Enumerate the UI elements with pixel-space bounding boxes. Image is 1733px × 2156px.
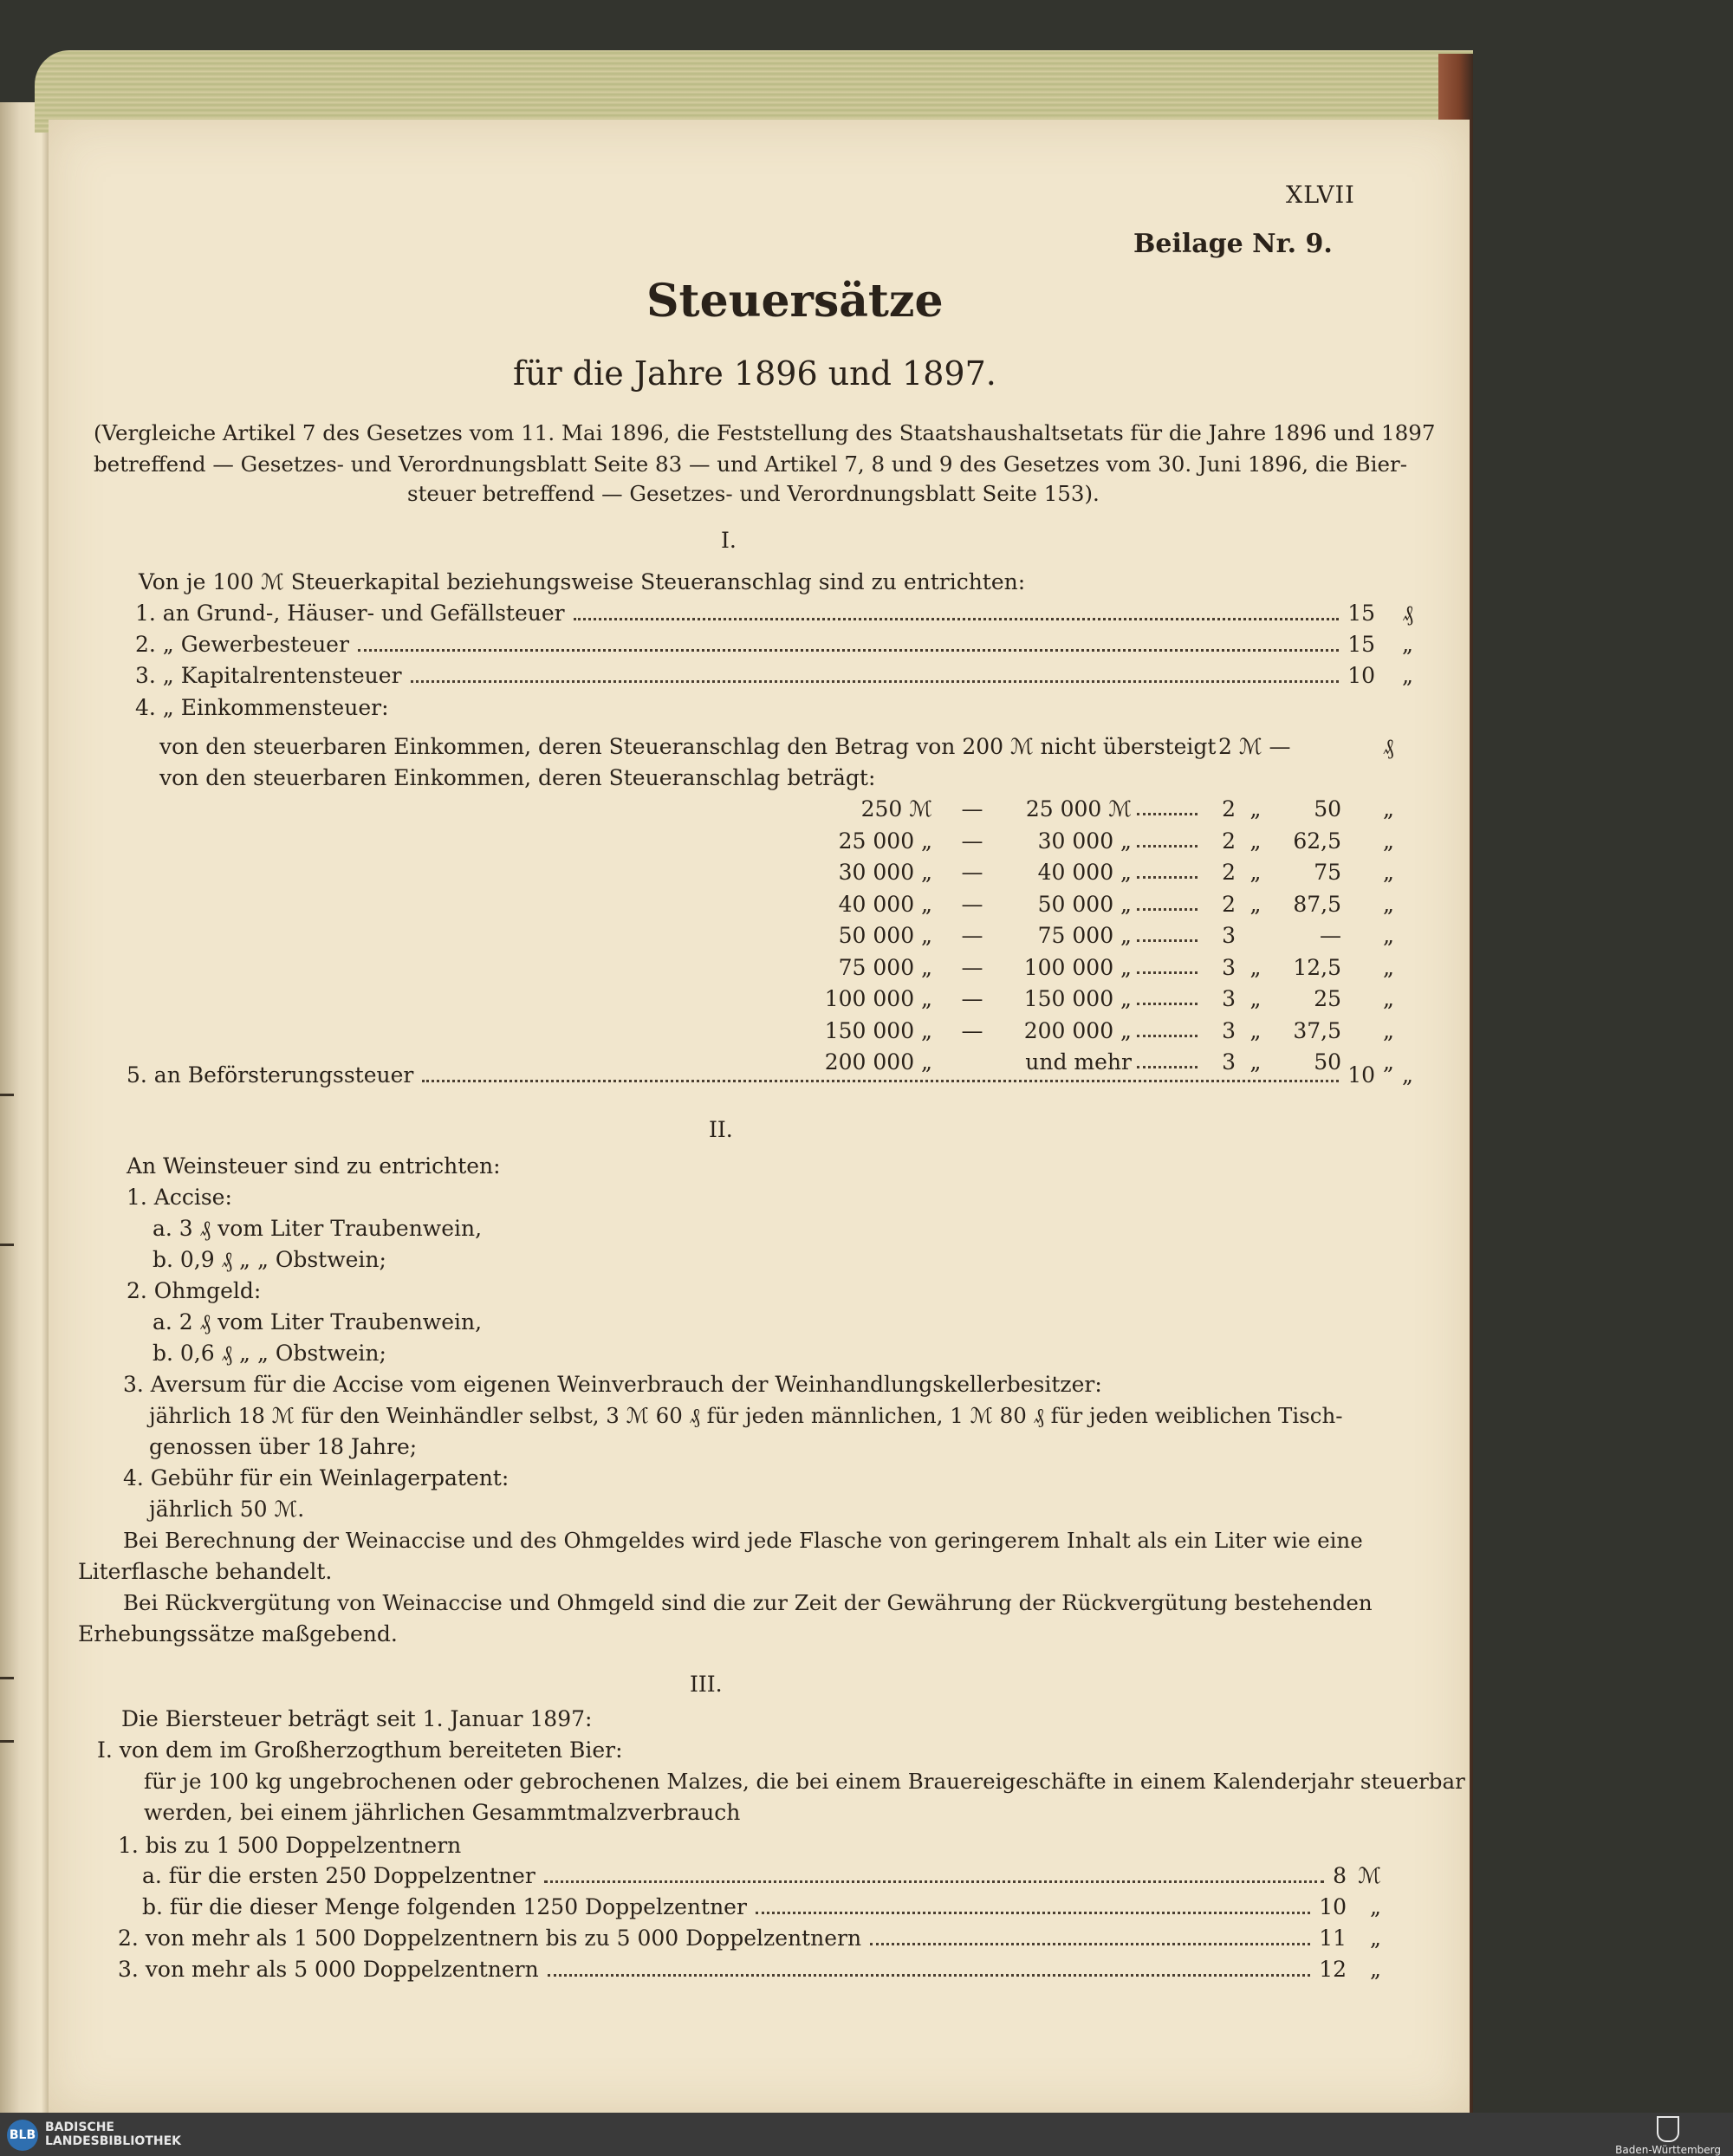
text-line: Bei Berechnung der Weinaccise und des Ohmgeldes wird jede Flasche von geringerem Inhalt als ein Liter wie eine [123,1528,1363,1553]
appendix-label: Beilage Nr. 9. [1133,229,1333,259]
bracket-m: 2 [1222,892,1236,917]
bracket-to: 75 000 „ [1037,923,1132,948]
margin-mark [0,1677,14,1679]
bracket-pf: 12,5 [1293,955,1341,980]
bracket-unit: „ [1383,955,1394,980]
bracket-from: 250 ℳ [860,796,932,821]
bracket-to: und mehr [1025,1049,1132,1075]
bracket-to: 200 000 „ [1023,1018,1132,1043]
text-line: I. von dem im Großherzogthum bereiteten Bier: [97,1737,623,1763]
bracket-m: 2 [1222,860,1236,885]
bracket-to: 150 000 „ [1023,986,1132,1011]
bracket-to: 50 000 „ [1037,892,1132,917]
page-number: XLVII [1286,182,1355,209]
bracket-to: 25 000 ℳ [1025,796,1132,821]
beer-tax-row: a. für die ersten 250 Doppelzentner 8 ℳ [142,1863,1381,1888]
text-line: genossen über 18 Jahre; [149,1434,418,1459]
text-line: für je 100 kg ungebrochenen oder gebrochenen Malzes, die bei einem Brauereigeschäfte in einem Kalenderjahr steuerbar [144,1769,1465,1794]
bracket-unit: „ [1383,1049,1394,1075]
bracket-m: 3 [1222,1049,1236,1075]
section-heading: III. [690,1672,723,1697]
text-line: 1. Accise: [127,1185,232,1210]
leader-dots [1137,1035,1198,1037]
bracket-from: 200 000 „ [824,1049,932,1075]
text-line: Erhebungssätze maßgebend. [78,1621,398,1646]
bracket-q: „ [1249,955,1262,980]
text-line: jährlich 18 ℳ für den Weinhändler selbst, 3 ℳ 60 ₰ für jeden männlichen, 1 ℳ 80 ₰ für jeden weiblichen Tisch- [149,1403,1343,1428]
tax-rate-row: 5. an Beförsterungssteuer 10 „ [127,1062,1413,1088]
bracket-unit: „ [1383,1018,1394,1043]
bracket-m: 2 [1222,796,1236,821]
bracket-unit: „ [1383,860,1394,885]
leader-dots [1137,813,1198,815]
bracket-from: 50 000 „ [838,923,932,948]
margin-mark [0,1094,14,1096]
page-subtitle: für die Jahre 1896 und 1897. [513,354,996,393]
income-line-unit: ₰ [1383,734,1394,759]
text-line: b. 0,6 ₰ „ „ Obstwein; [153,1341,386,1366]
bracket-from: 30 000 „ [838,860,932,885]
bracket-m: 3 [1222,1018,1236,1043]
text-line: Literflasche behandelt. [78,1559,333,1584]
text-line: a. 2 ₰ vom Liter Traubenwein, [153,1309,483,1335]
income-line: von den steuerbaren Einkommen, deren Steueranschlag den Betrag von 200 ℳ nicht übersteigt [159,734,1217,759]
income-line-value: 2 ℳ — [1218,734,1291,759]
bracket-q: „ [1249,796,1262,821]
section-lead: Von je 100 ℳ Steuerkapital beziehungsweise Steueranschlag sind zu entrichten: [139,569,1026,594]
beer-tax-row: b. für die dieser Menge folgenden 1250 Doppelzentner 10 „ [142,1894,1381,1919]
bracket-pf: 50 [1314,796,1341,821]
bracket-pf: 50 [1314,1049,1341,1075]
text-line: 4. Gebühr für ein Weinlagerpatent: [123,1465,510,1490]
beer-tax-row: 3. von mehr als 5 000 Doppelzentnern 12 „ [118,1957,1381,1982]
bracket-q: „ [1249,1049,1262,1075]
margin-mark [0,1740,14,1743]
bracket-pf: 37,5 [1293,1018,1341,1043]
state-logo: Baden-Württemberg [1615,2116,1721,2156]
bracket-dash: — [961,986,983,1011]
blb-logo: BLB [7,2120,38,2151]
bracket-q: „ [1249,986,1262,1011]
section-lead: Die Biersteuer beträgt seit 1. Januar 1897: [121,1706,593,1731]
bracket-pf: 25 [1314,986,1341,1011]
text-line: 2. Ohmgeld: [127,1278,262,1303]
beer-tax-row: 2. von mehr als 1 500 Doppelzentnern bis zu 5 000 Doppelzentnern 11 „ [118,1925,1381,1951]
bracket-m: 3 [1222,923,1236,948]
bracket-pf: 62,5 [1293,828,1341,854]
bracket-from: 40 000 „ [838,892,932,917]
leader-dots [1137,939,1198,942]
text-line: werden, bei einem jährlichen Gesammtmalzverbrauch [144,1800,741,1825]
bracket-q: „ [1249,860,1262,885]
bracket-dash: — [961,923,983,948]
section-heading: II. [709,1117,733,1142]
leader-dots [1137,971,1198,974]
leader-dots [1137,908,1198,911]
library-name: BADISCHE LANDESBIBLIOTHEK [45,2120,182,2148]
bracket-dash: — [961,860,983,885]
bracket-from: 100 000 „ [824,986,932,1011]
left-page-edge [0,102,49,2113]
bracket-dash: — [961,1018,983,1043]
bracket-unit: „ [1383,892,1394,917]
bracket-to: 30 000 „ [1037,828,1132,854]
text-line: Bei Rückvergütung von Weinaccise und Ohmgeld sind die zur Zeit der Gewährung der Rückvergütung bestehenden [123,1590,1373,1615]
text-line: 1. bis zu 1 500 Doppelzentnern [118,1833,462,1858]
bracket-q: „ [1249,828,1262,854]
income-tax-label: 4. „ Einkommensteuer: [135,695,389,720]
text-line: a. 3 ₰ vom Liter Traubenwein, [153,1216,483,1241]
crest-icon [1657,2116,1679,2142]
bracket-unit: „ [1383,828,1394,854]
bracket-unit: „ [1383,923,1394,948]
bracket-q: „ [1249,1018,1262,1043]
viewer-footer [0,2113,1733,2156]
bracket-m: 2 [1222,828,1236,854]
bracket-q: „ [1249,892,1262,917]
bracket-dash: — [961,796,983,821]
tax-rate-row: 3. „ Kapitalrentensteuer 10 „ [135,663,1413,688]
income-line: von den steuerbaren Einkommen, deren Steueranschlag beträgt: [159,765,876,790]
leader-dots [1137,1003,1198,1005]
bracket-dash: — [961,892,983,917]
intro-line: steuer betreffend — Gesetzes- und Verordnungsblatt Seite 153). [407,481,1100,506]
bracket-unit: „ [1383,796,1394,821]
bracket-pf: — [1320,923,1341,948]
bracket-dash: — [961,828,983,854]
leader-dots [1137,845,1198,847]
document-page [49,120,1470,2113]
intro-line: (Vergleiche Artikel 7 des Gesetzes vom 11. Mai 1896, die Feststellung des Staatshaushaltsetats für die Jahre 1896 und 1897 [94,420,1436,445]
bracket-to: 100 000 „ [1023,955,1132,980]
text-line: b. 0,9 ₰ „ „ Obstwein; [153,1247,386,1272]
section-lead: An Weinsteuer sind zu entrichten: [127,1153,501,1179]
intro-line: betreffend — Gesetzes- und Verordnungsblatt Seite 83 — und Artikel 7, 8 und 9 des Gesetzes vom 30. Juni 1896, die Bier- [94,451,1407,477]
bracket-from: 75 000 „ [838,955,932,980]
bracket-pf: 87,5 [1293,892,1341,917]
margin-mark [0,1244,14,1246]
leader-dots [1137,876,1198,879]
page-title: Steuersätze [646,275,944,328]
bracket-to: 40 000 „ [1037,860,1132,885]
tax-rate-row: 2. „ Gewerbesteuer 15 „ [135,632,1413,657]
bracket-dash: — [961,955,983,980]
bracket-unit: „ [1383,986,1394,1011]
bracket-pf: 75 [1314,860,1341,885]
section-heading: I. [721,528,737,553]
tax-rate-row: 1. an Grund-, Häuser- und Gefällsteuer 15 ₰ [135,601,1413,626]
bracket-m: 3 [1222,986,1236,1011]
text-line: 3. Aversum für die Accise vom eigenen Weinverbrauch der Weinhandlungskellerbesitzer: [123,1372,1102,1397]
bracket-from: 150 000 „ [824,1018,932,1043]
bracket-m: 3 [1222,955,1236,980]
bracket-from: 25 000 „ [838,828,932,854]
text-line: jährlich 50 ℳ. [149,1497,305,1522]
